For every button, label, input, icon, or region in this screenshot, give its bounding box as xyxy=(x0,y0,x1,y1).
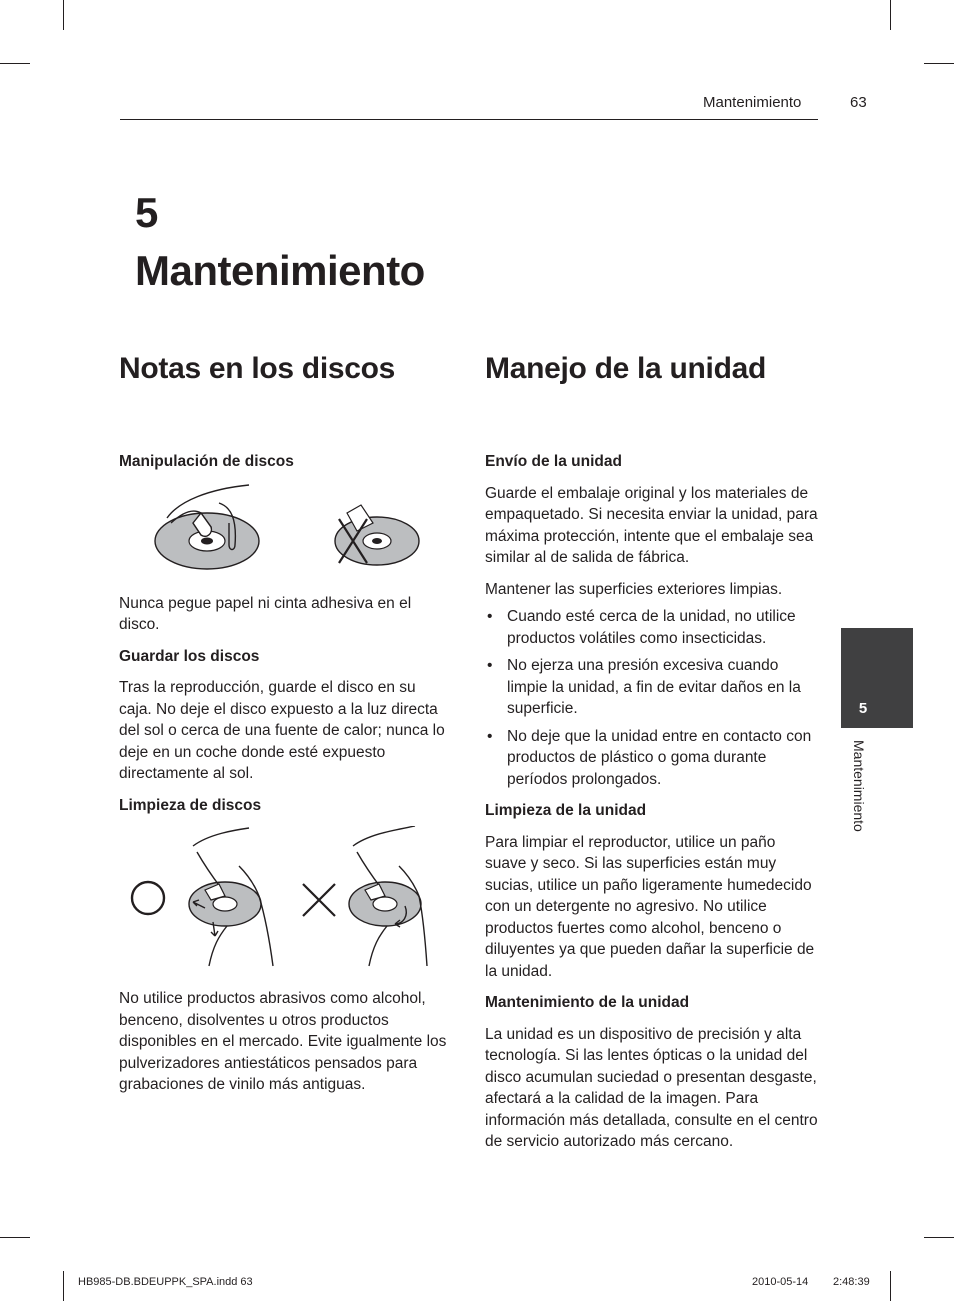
radial-cleaning-drawing xyxy=(189,828,273,966)
maintenance-text: La unidad es un dispositivo de precisión y alta tecnología. Si las lentes ópticas o la unidad del disco acumulan suciedad o presentan desgaste, afectará a la calidad de la imagen. Para información más detallada, consulte en el centro de servicio autorizado más cercano. xyxy=(485,1025,818,1150)
cleaning-heading: Limpieza de discos xyxy=(119,796,262,814)
list-item xyxy=(485,726,821,791)
header-section-label: Mantenimiento xyxy=(703,94,802,111)
right-section-title: Manejo de la unidad xyxy=(485,352,766,385)
shipping-text: Guarde el embalaje original y los materiales de empaquetado. Si necesita enviar la unidad, para máxima protección, intente que el embalaje sea similar al de salida de fábrica. xyxy=(485,484,818,566)
list-item-text: No ejerza una presión excesiva cuando limpie la unidad, a fin de evitar daños en la superficie. xyxy=(507,657,801,717)
crop-mark xyxy=(63,1271,64,1301)
correct-circle-icon xyxy=(132,882,164,914)
page-number: 63 xyxy=(850,94,867,111)
footer-time: 2:48:39 xyxy=(833,1276,870,1288)
unit-cleaning-text: Para limpiar el reproductor, utilice un paño suave y seco. Si las superficies están muy sucias, utilice un paño ligeramente humedecido con un detergente no agresivo. No utilice productos fuertes como alcohol, benceno o diluyentes ya que pueden dañar la superficie de la unidad. xyxy=(485,833,815,980)
crop-mark xyxy=(0,63,30,64)
crop-mark xyxy=(0,1237,30,1238)
storing-heading: Guardar los discos xyxy=(119,647,260,665)
unit-cleaning-heading: Limpieza de la unidad xyxy=(485,802,647,819)
bullet-glyph: • xyxy=(487,727,493,745)
chapter-number: 5 xyxy=(135,189,159,236)
list-item xyxy=(485,655,821,720)
handling-heading: Manipulación de discos xyxy=(119,453,294,470)
maintenance-heading: Mantenimiento de la unidad xyxy=(485,994,690,1011)
shipping-heading: Envío de la unidad xyxy=(485,453,622,470)
storing-text: Tras la reproducción, guarde el disco en su caja. No deje el disco expuesto a la luz directa del sol o cerca de una fuente de calor; nunca lo deje en un coche donde esté expuesto directamente al sol. xyxy=(119,679,445,782)
left-column xyxy=(119,451,449,1106)
crop-mark xyxy=(924,1237,954,1238)
crop-mark xyxy=(924,63,954,64)
list-item-text: No deje que la unidad entre en contacto con productos de plástico o goma durante períodos prolongados. xyxy=(507,727,812,788)
bullet-glyph: • xyxy=(487,657,493,674)
disc-held-by-edge-drawing xyxy=(155,485,259,569)
surfaces-list xyxy=(485,606,821,790)
incorrect-x-icon xyxy=(303,884,335,916)
surfaces-intro: Mantener las superficies exteriores limpias. xyxy=(485,580,783,598)
chapter-title: Mantenimiento xyxy=(135,247,425,294)
cleaning-text: No utilice productos abrasivos como alcohol, benceno, disolventes u otros productos disponibles en el mercado. Evite igualmente los pulverizadores antiestáticos pensados para grabaciones de vinilo más antiguas. xyxy=(119,990,447,1093)
crop-mark xyxy=(890,1271,891,1301)
footer-file-name: HB985-DB.BDEUPPK_SPA.indd 63 xyxy=(78,1276,253,1288)
side-tab-label: Mantenimiento xyxy=(851,740,867,832)
side-tab-number: 5 xyxy=(858,700,868,717)
list-item xyxy=(485,606,821,649)
circular-cleaning-drawing xyxy=(349,826,427,966)
disc-cleaning-illustration xyxy=(119,826,429,976)
list-item-text: Cuando esté cerca de la unidad, no utilice productos volátiles como insecticidas. xyxy=(507,608,796,647)
left-section-title: Notas en los discos xyxy=(119,352,396,385)
disc-with-tape-drawing xyxy=(335,505,419,565)
header-rule xyxy=(120,119,818,120)
right-column xyxy=(485,451,821,1163)
footer-date: 2010-05-14 xyxy=(752,1276,809,1288)
handling-text: Nunca pegue papel ni cinta adhesiva en el disco. xyxy=(119,594,412,633)
bullet-glyph: • xyxy=(487,608,493,625)
disc-handling-illustration xyxy=(149,483,449,583)
crop-mark xyxy=(890,0,891,30)
crop-mark xyxy=(63,0,64,30)
